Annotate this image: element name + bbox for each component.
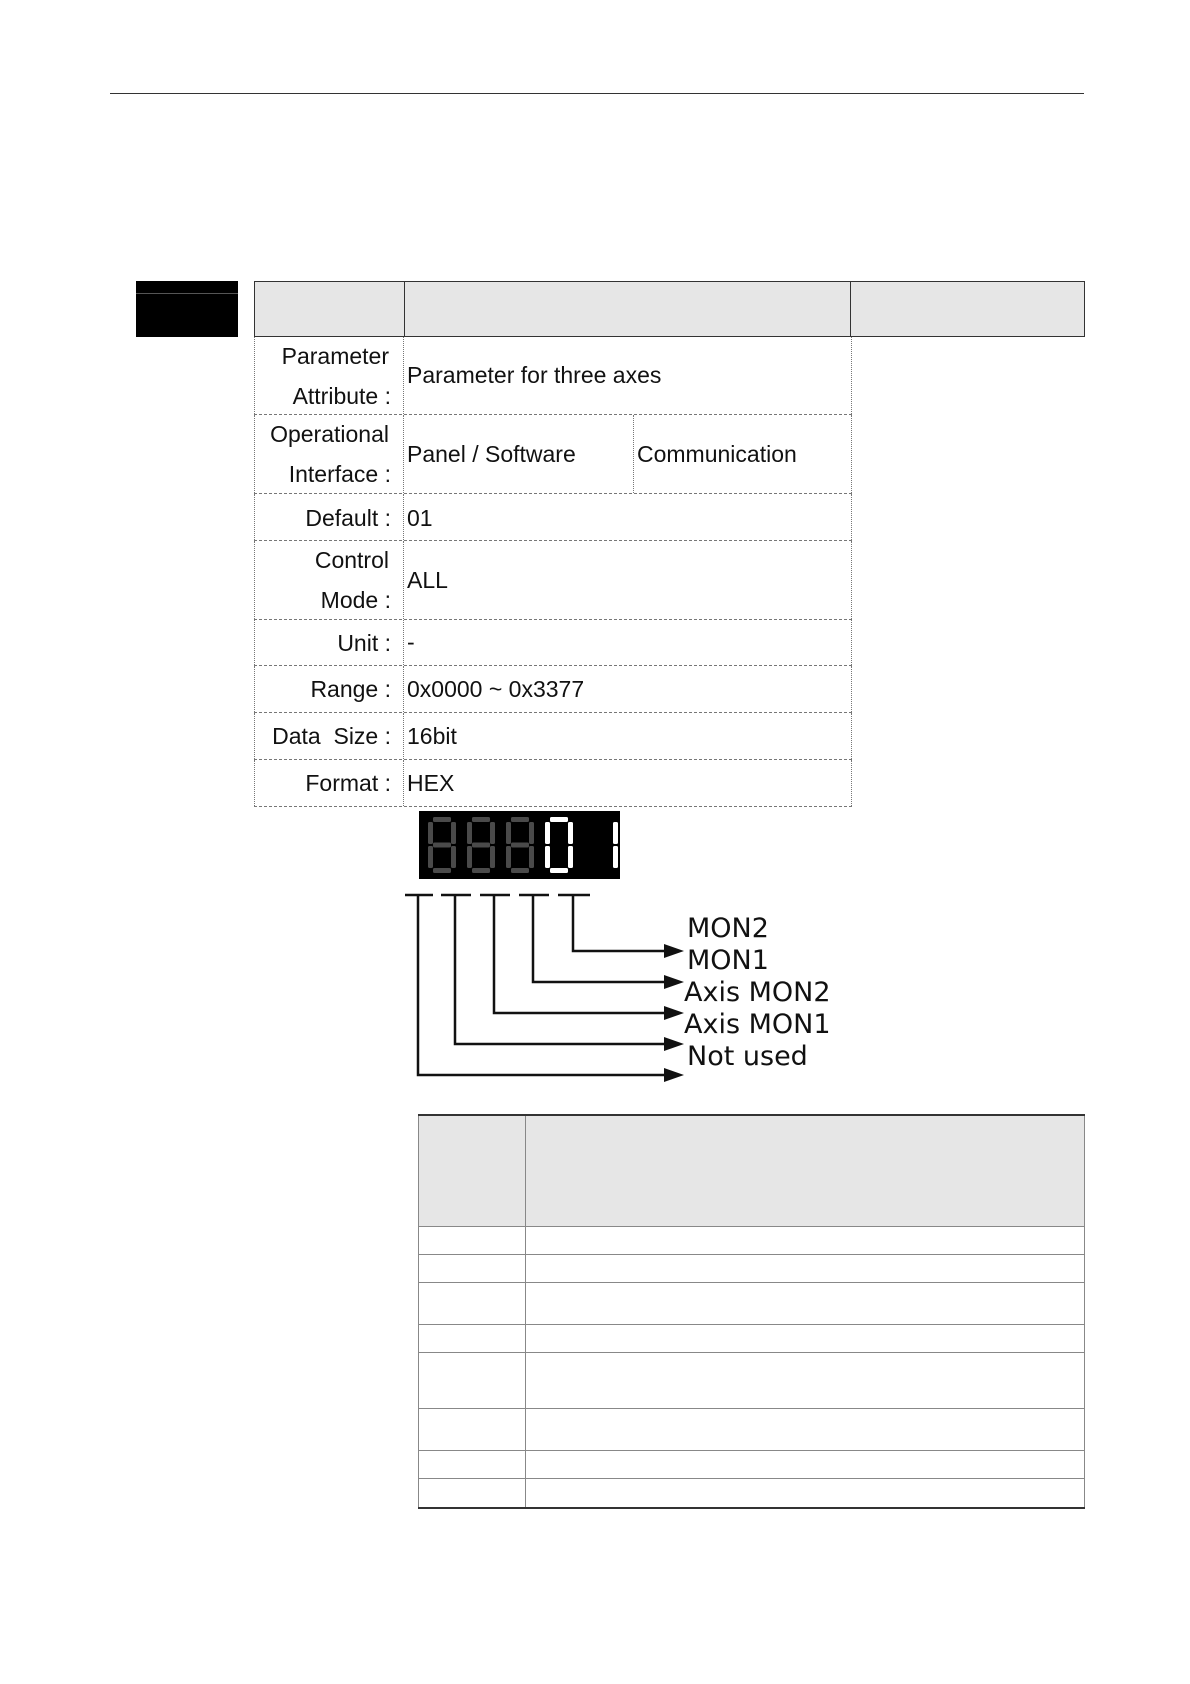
table-row xyxy=(418,1255,1085,1283)
arrowheads xyxy=(664,944,684,1082)
arrowhead xyxy=(664,1006,684,1020)
value-panel-software: Panel / Software xyxy=(404,415,634,493)
label-line: Control xyxy=(314,547,389,573)
table-cell xyxy=(418,1227,526,1254)
display-segment-4-b xyxy=(568,822,573,844)
digit-label-mon1: MON1 xyxy=(687,945,769,976)
label-line: Format : xyxy=(305,770,391,796)
table-row xyxy=(418,1283,1085,1325)
display-segment-4-f xyxy=(545,822,550,844)
label-line: Mode : xyxy=(320,587,391,613)
table-row xyxy=(418,1325,1085,1353)
label-line: Default : xyxy=(305,505,391,531)
value-control-mode: ALL xyxy=(404,541,852,619)
display-segment-1-a xyxy=(433,817,451,822)
table-cell xyxy=(526,1479,1085,1507)
digit-label-axis-mon2: Axis MON2 xyxy=(684,977,831,1008)
value-data-size: 16bit xyxy=(404,713,852,759)
value-default: 01 xyxy=(404,494,852,540)
table-cell xyxy=(526,1227,1085,1254)
label-line: Operational xyxy=(270,421,389,447)
display-segment-1-f xyxy=(428,822,433,844)
table-cell xyxy=(418,1325,526,1352)
table-row xyxy=(418,1409,1085,1451)
display-segment-4-a xyxy=(550,817,568,822)
digit-label-not-used: Not used xyxy=(687,1041,808,1072)
label-line: Unit : xyxy=(337,629,391,656)
value-format: HEX xyxy=(404,760,852,806)
label-line: Range : xyxy=(310,676,391,702)
digit-leader-lines xyxy=(405,895,666,1075)
table-cell xyxy=(526,1353,1085,1408)
table-cell xyxy=(526,1451,1085,1478)
arrowhead xyxy=(664,1068,684,1082)
table-cell xyxy=(418,1353,526,1408)
value-parameter-attribute: Parameter for three axes xyxy=(404,337,852,414)
display-segment-2-b xyxy=(490,822,495,844)
table-row xyxy=(418,1451,1085,1479)
label-line: Parameter xyxy=(281,342,389,369)
leader-line xyxy=(533,895,666,982)
display-segment-5-b xyxy=(613,822,618,844)
display-segment-3-f xyxy=(506,822,511,844)
display-segment-5-c xyxy=(613,846,618,868)
table-cell xyxy=(526,1325,1085,1352)
table-header-row xyxy=(418,1116,1085,1227)
table-cell xyxy=(526,1255,1085,1282)
table-cell xyxy=(418,1451,526,1478)
leader-line xyxy=(455,895,666,1044)
table-cell xyxy=(418,1116,526,1226)
display-segment-3-a xyxy=(511,817,529,822)
table-cell xyxy=(418,1409,526,1450)
arrowhead xyxy=(664,975,684,989)
leader-line xyxy=(494,895,666,1013)
display-segment-1-g xyxy=(433,843,451,848)
arrowhead xyxy=(664,1037,684,1051)
display-segment-3-b xyxy=(529,822,534,844)
table-cell xyxy=(526,1283,1085,1324)
digit-label-mon2: MON2 xyxy=(687,913,769,944)
display-segment-2-a xyxy=(472,817,490,822)
table-cell xyxy=(418,1283,526,1324)
display-segment-4-c xyxy=(568,846,573,868)
value-range: 0x0000 ~ 0x3377 xyxy=(404,666,852,712)
display-segment-1-e xyxy=(428,846,433,868)
table-cell xyxy=(526,1116,1085,1226)
display-segment-2-g xyxy=(472,843,490,848)
table-cell xyxy=(526,1409,1085,1450)
digit-label-axis-mon1: Axis MON1 xyxy=(684,1009,831,1040)
display-segment-3-g xyxy=(511,843,529,848)
display-segment-2-c xyxy=(490,846,495,868)
table-row xyxy=(418,1353,1085,1409)
table-cell xyxy=(418,1479,526,1507)
leader-line xyxy=(573,895,666,951)
display-segment-1-d xyxy=(433,868,451,873)
value-communication: Communication xyxy=(637,440,797,467)
display-segment-2-d xyxy=(472,868,490,873)
table-row xyxy=(418,1227,1085,1255)
label-line: Data Size : xyxy=(272,723,391,749)
display-segment-3-c xyxy=(529,846,534,868)
display-segment-2-e xyxy=(467,846,472,868)
display-segment-1-b xyxy=(451,822,456,844)
display-segment-4-e xyxy=(545,846,550,868)
arrowhead xyxy=(664,944,684,958)
label-line: Interface : xyxy=(288,461,391,487)
table-row xyxy=(418,1479,1085,1507)
display-segment-4-d xyxy=(550,868,568,873)
display-segment-3-e xyxy=(506,846,511,868)
setting-description-table xyxy=(418,1114,1085,1509)
label-line: Attribute : xyxy=(292,382,391,409)
table-cell xyxy=(418,1255,526,1282)
display-segment-3-d xyxy=(511,868,529,873)
display-segment-1-c xyxy=(451,846,456,868)
display-segment-2-f xyxy=(467,822,472,844)
value-unit: - xyxy=(404,620,852,665)
